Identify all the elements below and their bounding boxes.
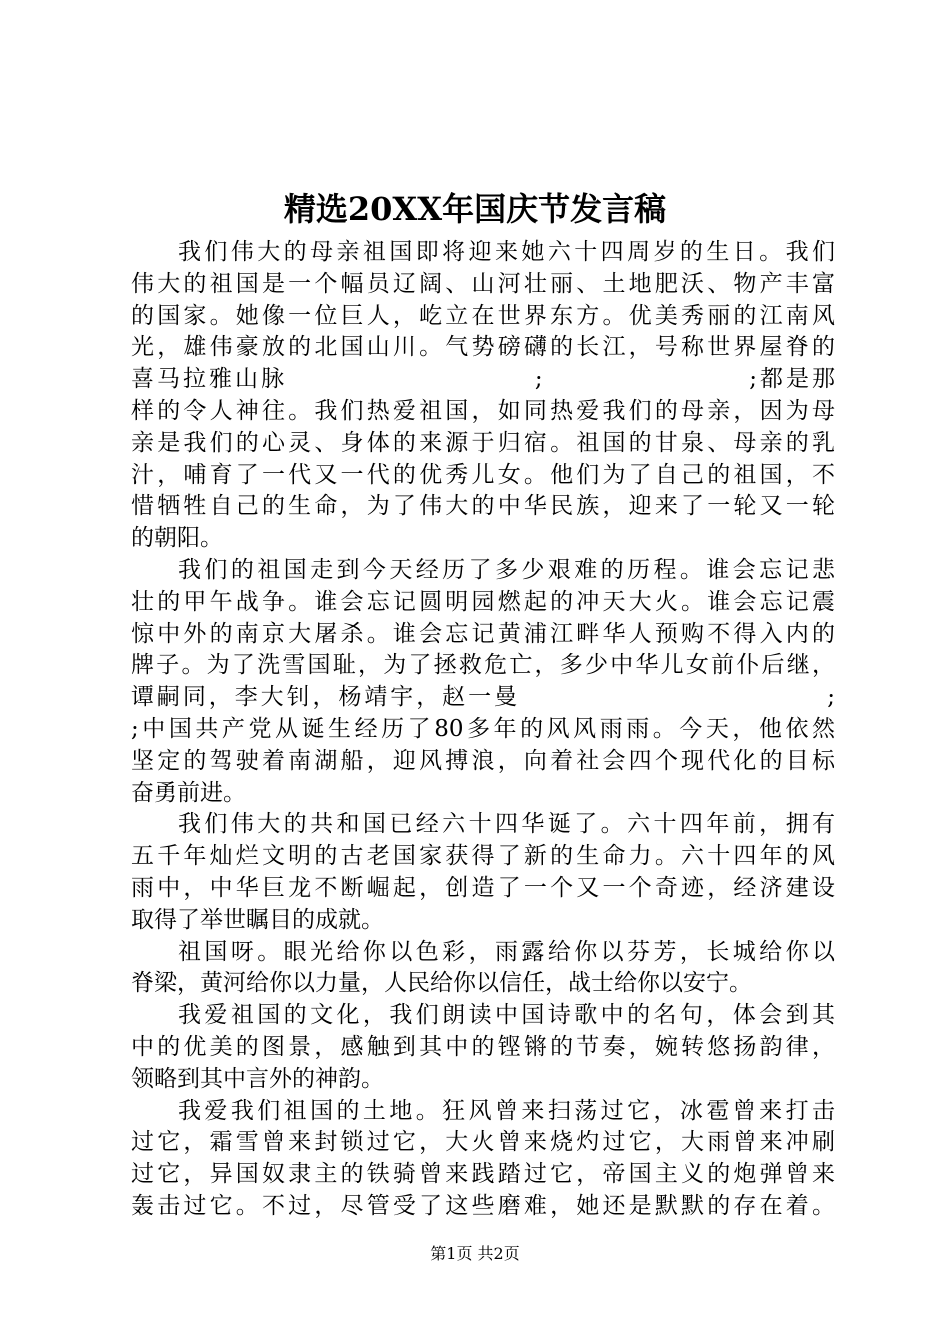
body-line: 坚定的驾驶着南湖船，迎风搏浪，向着社会四个现代化的目标 [131, 747, 835, 774]
body-line: 过它，异国奴隶主的铁骑曾来践踏过它，帝国主义的炮弹曾来 [131, 1161, 835, 1188]
body-line: 的国家。她像一位巨人，屹立在世界东方。优美秀丽的江南风 [131, 302, 835, 329]
body-line: ;中国共产党从诞生经历了80多年的风风雨雨。今天，他依然 [131, 715, 835, 742]
body-line: 汁，哺育了一代又一代的优秀儿女。他们为了自己的祖国，不 [131, 461, 835, 488]
body-line: 的朝阳。 [131, 525, 223, 552]
body-line: 脊梁，黄河给你以力量，人民给你以信任，战士给你以安宁。 [131, 970, 752, 997]
body-line: 轰击过它。不过，尽管受了这些磨难，她还是默默的存在着。 [131, 1192, 835, 1219]
body-line: 祖国呀。眼光给你以色彩，雨露给你以芬芳，长城给你以 [178, 938, 835, 965]
body-line: 亲是我们的心灵、身体的来源于归宿。祖国的甘泉、母亲的乳 [131, 429, 835, 456]
document-body [131, 237, 835, 1223]
body-line: 样的令人神往。我们热爱祖国，如同热爱我们的母亲，因为母 [131, 397, 835, 424]
body-line: 喜马拉雅山脉 ; ;都是那 [131, 366, 835, 393]
body-line: 奋勇前进。 [131, 779, 246, 806]
body-line: 我爱祖国的文化，我们朗读中国诗歌中的名句，体会到其 [178, 1002, 835, 1029]
body-line: 牌子。为了洗雪国耻，为了拯救危亡，多少中华儿女前仆后继， [131, 652, 835, 679]
body-line: 五千年灿烂文明的古老国家获得了新的生命力。六十四年的风 [131, 843, 835, 870]
body-line: 我们伟大的母亲祖国即将迎来她六十四周岁的生日。我们 [178, 239, 835, 265]
body-line: 领略到其中言外的神韵。 [131, 1065, 384, 1092]
body-line: 过它，霜雪曾来封锁过它，大火曾来烧灼过它，大雨曾来冲刷 [131, 1129, 835, 1156]
body-line: 伟大的祖国是一个幅员辽阔、山河壮丽、土地肥沃、物产丰富 [131, 270, 835, 297]
body-line: 谭嗣同，李大钊，杨靖宇，赵一曼 ; [131, 684, 835, 711]
document-title: 精选20XX年国庆节发言稿 [283, 190, 667, 228]
body-line: 光，雄伟豪放的北国山川。气势磅礴的长江，号称世界屋脊的 [131, 334, 835, 361]
body-line: 取得了举世瞩目的成就。 [131, 906, 384, 933]
body-line: 我们伟大的共和国已经六十四华诞了。六十四年前，拥有 [178, 811, 835, 838]
body-line: 我们的祖国走到今天经历了多少艰难的历程。谁会忘记悲 [178, 556, 835, 583]
body-line: 惜牺牲自己的生命，为了伟大的中华民族，迎来了一轮又一轮 [131, 493, 835, 520]
page-footer: 第1页 共2页 [430, 1244, 520, 1263]
body-line: 雨中，中华巨龙不断崛起，创造了一个又一个奇迹，经济建设 [131, 874, 835, 901]
body-line: 惊中外的南京大屠杀。谁会忘记黄浦江畔华人预购不得入内的 [131, 620, 835, 647]
body-line: 壮的甲午战争。谁会忘记圆明园燃起的冲天大火。谁会忘记震 [131, 588, 835, 615]
body-line: 我爱我们祖国的土地。狂风曾来扫荡过它，冰雹曾来打击 [178, 1097, 835, 1124]
body-line: 中的优美的图景，感触到其中的铿锵的节奏，婉转悠扬韵律， [131, 1033, 835, 1060]
